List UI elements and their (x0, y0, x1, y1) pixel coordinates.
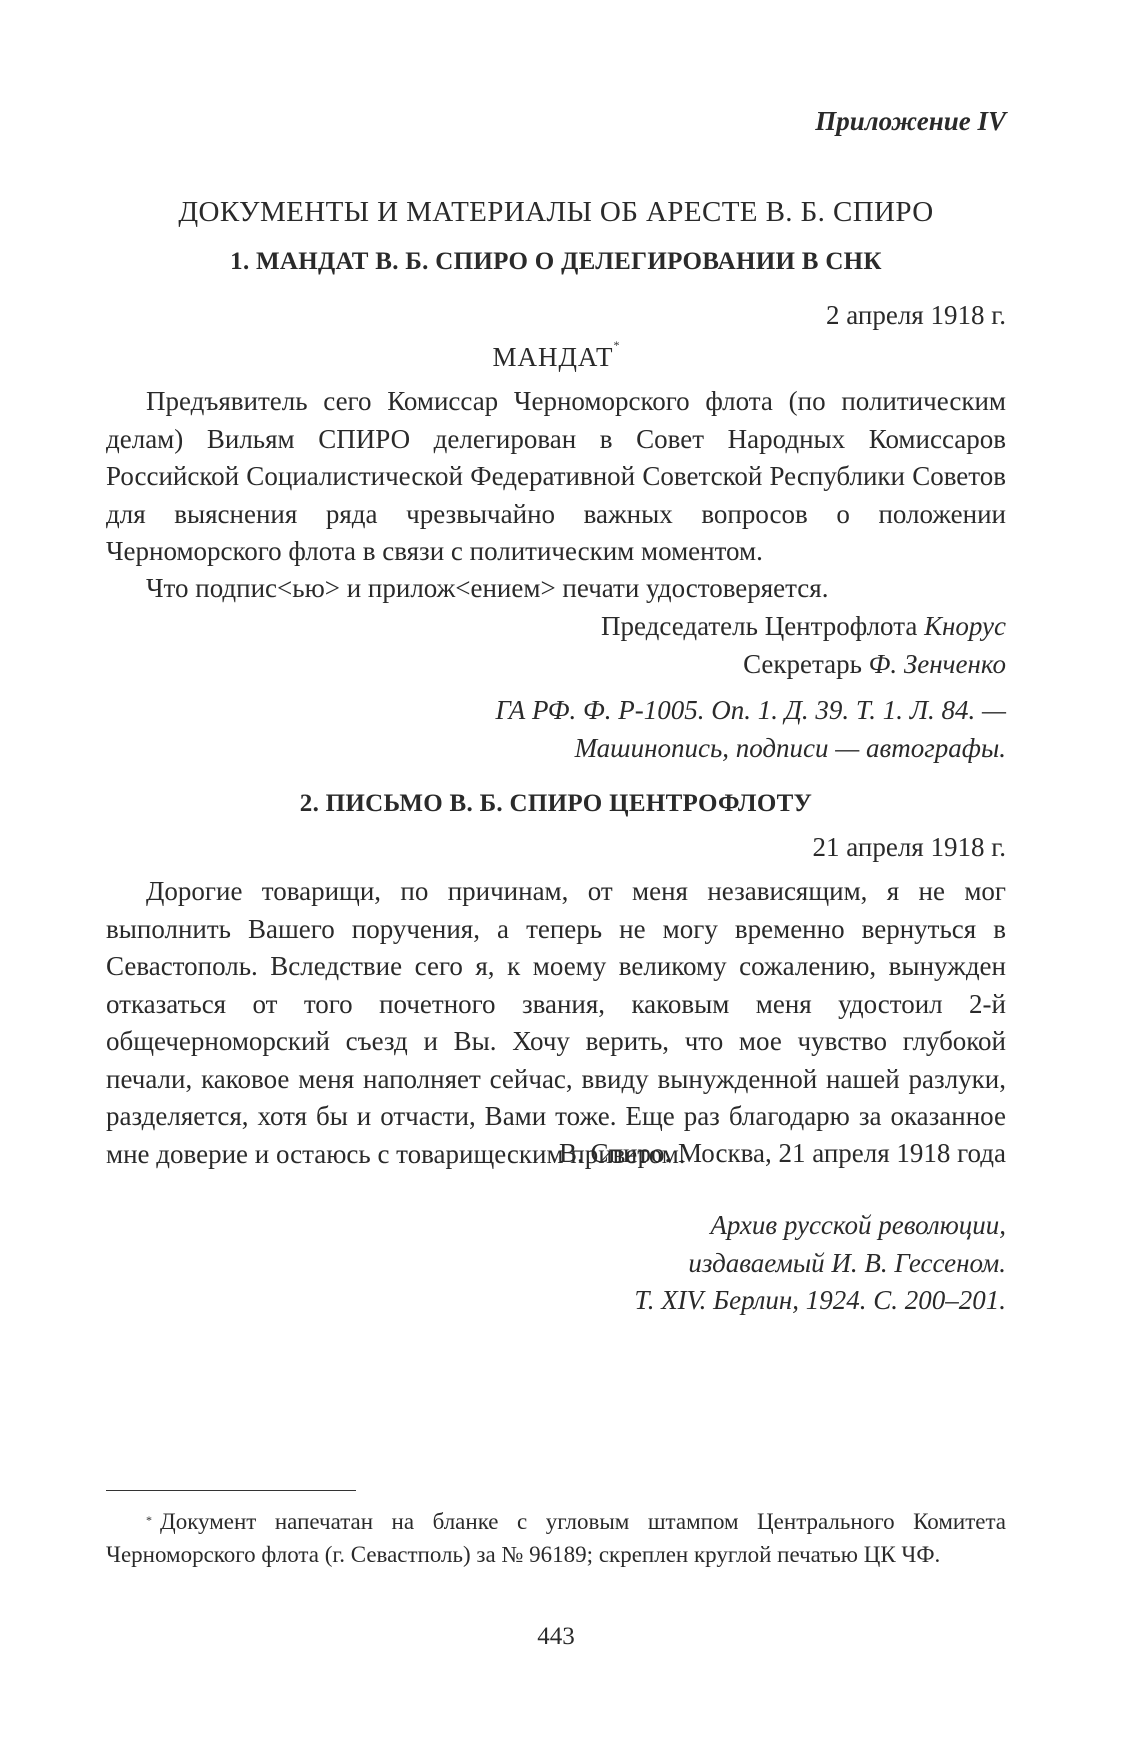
mandate-signatures (601, 608, 1006, 683)
signature-chairman (601, 608, 1006, 646)
mandate-heading-text: МАНДАТ (492, 342, 614, 372)
signature-chairman-role: Председатель Центрофлота (601, 611, 918, 641)
letter-body: Дорогие товарищи, по причинам, от меня независящим, я не мог выполнить Вашего поручения, а теперь не могу временно вернуться в Севастополь. Вследствие сего я, к моему великому сожалению, вынужден отказаться от того почетного звания, каковым меня удостоил 2-й общечерноморский съезд и Вы. Хочу верить, что мое чувство глубокой печали, каковое меня наполняет сейчас, ввиду вынужденной нашей разлуки, разделяется, хотя бы и отчасти, Вами тоже. Еще раз благодарю за оказанное мне доверие и остаюсь с товарищеским приветом. (106, 876, 1006, 1169)
section-1-title: 1. МАНДАТ В. Б. СПИРО О ДЕЛЕГИРОВАНИИ В СНК (230, 248, 882, 275)
main-title: ДОКУМЕНТЫ И МАТЕРИАЛЫ ОБ АРЕСТЕ В. Б. СПИРО (178, 196, 934, 228)
letter-source-line: издаваемый И. В. Гессеном. (688, 1247, 1006, 1278)
page-number: 443 (537, 1623, 575, 1650)
footnote-mark: * (146, 1513, 152, 1527)
section-2-title: 2. ПИСЬМО В. Б. СПИРО ЦЕНТРОФЛОТУ (299, 790, 813, 817)
appendix-label: Приложение IV (815, 106, 1006, 136)
section-2-date: 21 апреля 1918 г. (812, 832, 1006, 862)
letter-source-line: Т. XIV. Берлин, 1924. С. 200–201. (634, 1285, 1006, 1315)
letter-source-line: Архив русской революции, (710, 1210, 1006, 1240)
book-page (106, 0, 1006, 1760)
footnote-divider (106, 1490, 356, 1491)
letter-source (634, 1207, 1006, 1320)
mandate-source-line: ГА РФ. Ф. Р-1005. Оп. 1. Д. 39. Т. 1. Л. 84. — (495, 695, 1006, 725)
mandate-certification: Что подпис<ью> и прилож<ением> печати удостоверяется. (146, 573, 829, 603)
mandate-footnote-mark: * (613, 338, 620, 352)
signature-secretary (601, 646, 1006, 684)
section-1-date: 2 апреля 1918 г. (826, 300, 1006, 330)
letter-signature: В. Спиро. Москва, 21 апреля 1918 года (559, 1138, 1006, 1168)
mandate-heading (106, 338, 1006, 373)
mandate-body: Предъявитель сего Комиссар Черноморского флота (по политическим делам) Вильям СПИРО делегирован в Совет Народных Комиссаров Российской Социалистической Федеративной Советской Республики Советов для выяснения ряда чрезвычайно важных вопросов о положении Черноморского флота в связи с политическим моментом. (106, 386, 1006, 566)
signature-chairman-name: Кнорус (924, 611, 1006, 641)
mandate-source-line: Машинопись, подписи — автографы. (574, 732, 1006, 763)
signature-secretary-name: Ф. Зенченко (868, 648, 1006, 679)
mandate-source (495, 692, 1006, 767)
footnote-text: Документ напечатан на бланке с угловым штампом Центрального Комитета Черноморского флота (г. Севастполь) за № 96189; скреплен круглой печатью ЦК ЧФ. (106, 1509, 1006, 1567)
signature-secretary-role: Секретарь (743, 648, 862, 679)
footnote (106, 1506, 1006, 1571)
